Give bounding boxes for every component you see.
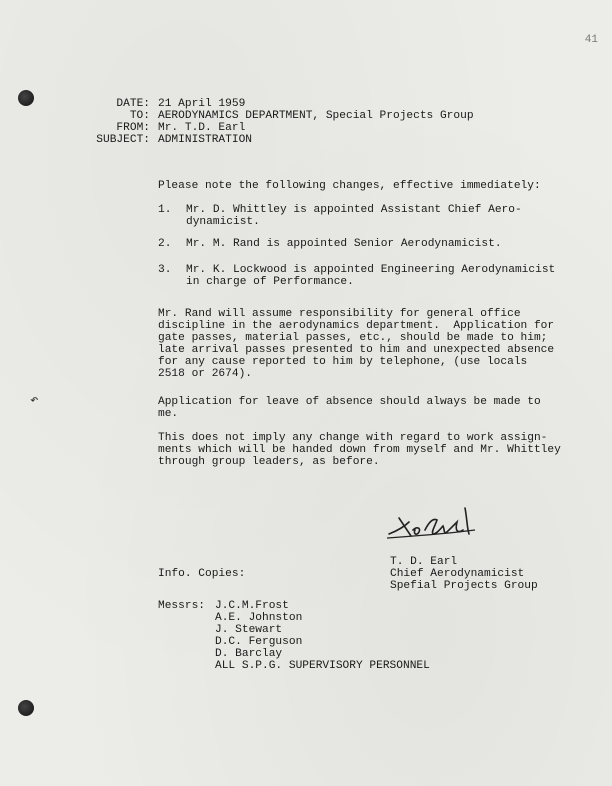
para2-line: Application for leave of absence should always be made to	[158, 396, 541, 408]
para3-line: This does not imply any change with regard to work assign-	[158, 432, 548, 444]
item-number: 3.	[158, 264, 172, 276]
signer-name: T. D. Earl	[390, 556, 458, 568]
copy-recipient: A.E. Johnston	[215, 612, 303, 624]
para2-line: me.	[158, 408, 179, 420]
to-value: AERODYNAMICS DEPARTMENT, Special Projects Group	[158, 110, 474, 122]
para3-line: ments which will be handed down from myself and Mr. Whittley	[158, 444, 561, 456]
item-line: Mr. K. Lockwood is appointed Engineering Aerodynamicist	[186, 264, 556, 276]
para1-line: gate passes, material passes, etc., should be made to him;	[158, 332, 548, 344]
item-number: 1.	[158, 204, 172, 216]
para1-line: discipline in the aerodynamics department. Application for	[158, 320, 555, 332]
copy-recipient: J. Stewart	[215, 624, 283, 636]
para1-line: late arrival passes presented to him and unexpected absence	[158, 344, 555, 356]
handwritten-signature	[385, 500, 485, 544]
para3-line: through group leaders, as before.	[158, 456, 380, 468]
signer-group: Spefial Projects Group	[390, 580, 538, 592]
margin-tick-icon: ↶	[30, 393, 39, 409]
item-number: 2.	[158, 238, 172, 250]
copy-recipient: D. Barclay	[215, 648, 283, 660]
item-line: Mr. D. Whittley is appointed Assistant Chief Aero-	[186, 204, 522, 216]
para1-line: Mr. Rand will assume responsibility for general office	[158, 308, 521, 320]
from-label: FROM:	[116, 122, 150, 134]
subject-value: ADMINISTRATION	[158, 134, 252, 146]
copy-recipient: D.C. Ferguson	[215, 636, 303, 648]
from-value: Mr. T.D. Earl	[158, 122, 246, 134]
copies-prefix: Messrs:	[158, 600, 205, 612]
subject-label: SUBJECT:	[96, 134, 150, 146]
copies-label: Info. Copies:	[158, 568, 246, 580]
intro-text: Please note the following changes, effective immediately:	[158, 180, 541, 192]
corner-mark: 41	[584, 34, 598, 46]
date-value: 21 April 1959	[158, 98, 246, 110]
punch-hole-top	[18, 90, 34, 106]
item-line: dynamicist.	[186, 216, 260, 228]
copy-recipient: ALL S.P.G. SUPERVISORY PERSONNEL	[215, 660, 430, 672]
signer-title: Chief Aerodynamicist	[390, 568, 525, 580]
punch-hole-bottom	[18, 700, 34, 716]
item-line: in charge of Performance.	[186, 276, 354, 288]
date-label: DATE:	[116, 98, 150, 110]
copy-recipient: J.C.M.Frost	[215, 600, 289, 612]
item-line: Mr. M. Rand is appointed Senior Aerodynamicist.	[186, 238, 502, 250]
to-label: TO:	[129, 110, 150, 122]
para1-line: for any cause reported to him by telephone, (use locals	[158, 356, 528, 368]
para1-line: 2518 or 2674).	[158, 368, 252, 380]
